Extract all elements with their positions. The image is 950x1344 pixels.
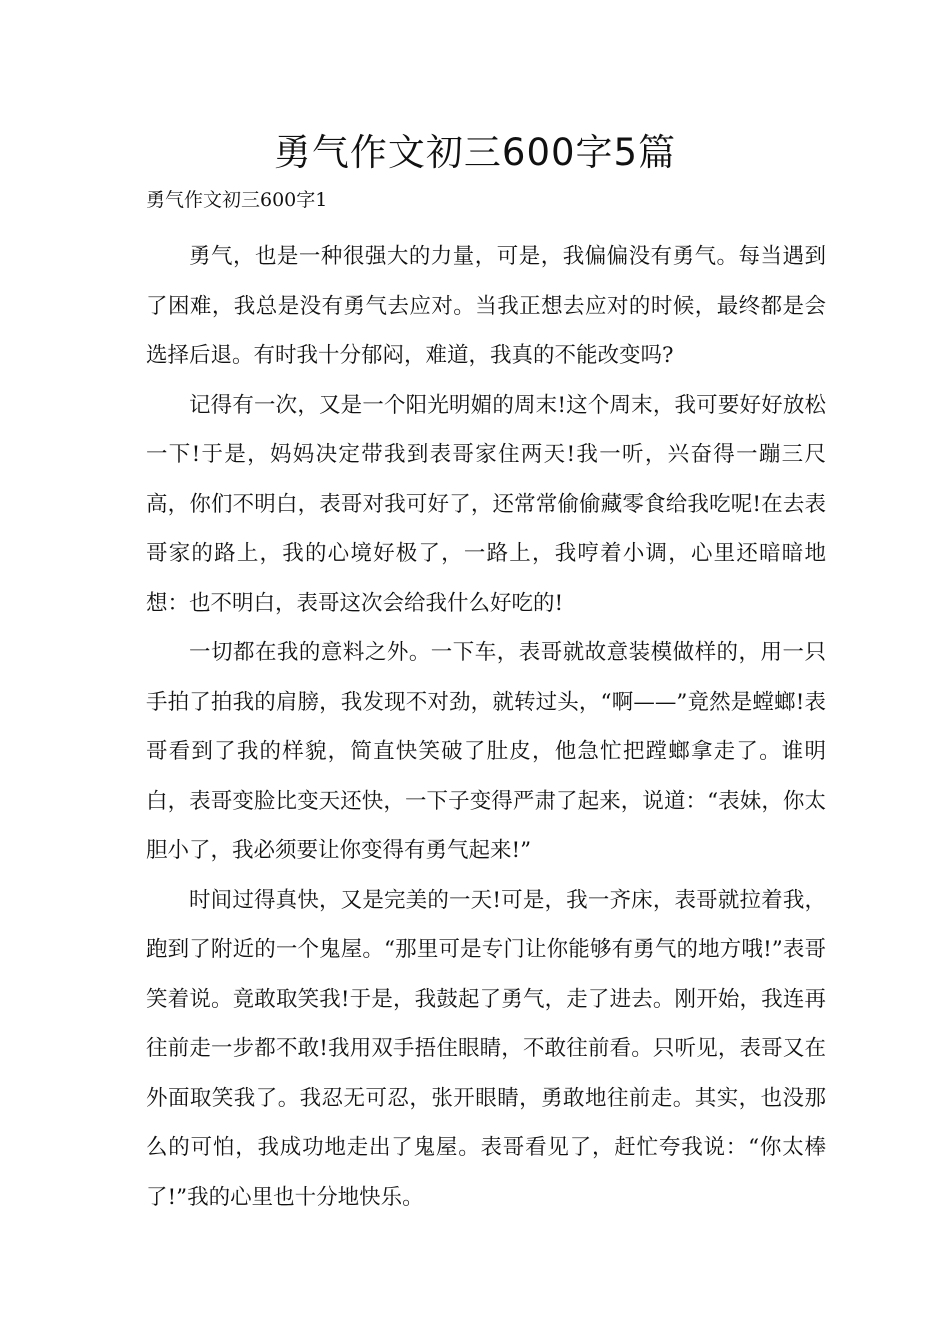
paragraph-2: 记得有一次，又是一个阳光明媚的周末!这个周末，我可要好好放松一下!于是，妈妈决定带我到表哥家住两天!我一听，兴奋得一蹦三尺高，你们不明白，表哥对我可好了，还常常偷偷藏零食给我吃呢!在去表哥家的路上，我的心境好极了，一路上，我哼着小调，心里还暗暗地想：也不明白，表哥这次会给我什么好吃的! xyxy=(146,392,826,616)
document-body xyxy=(146,232,826,1222)
section-heading: 勇气作文初三600字1 xyxy=(146,189,328,211)
document-title: 勇气作文初三600字5篇 xyxy=(273,131,677,174)
paragraph-1: 勇气，也是一种很强大的力量，可是，我偏偏没有勇气。每当遇到了困难，我总是没有勇气去应对。当我正想去应对的时候，最终都是会选择后退。有时我十分郁闷，难道，我真的不能改变吗? xyxy=(146,244,826,368)
paragraph-3: 一切都在我的意料之外。一下车，表哥就故意装模做样的，用一只手拍了拍我的肩膀，我发现不对劲，就转过头，“啊——”竟然是螳螂!表哥看到了我的样貌，简直快笑破了肚皮，他急忙把蹚螂拿走了。谁明白，表哥变脸比变天还快，一下子变得严肃了起来，说道：“表妹，你太胆小了，我必须要让你变得有勇气起来!” xyxy=(146,640,826,863)
paragraph-4: 时间过得真快，又是完美的一天!可是，我一齐床，表哥就拉着我，跑到了附近的一个鬼屋。“那里可是专门让你能够有勇气的地方哦!”表哥笑着说。竟敢取笑我!于是，我鼓起了勇气，走了进去。刚开始，我连再往前走一步都不敢!我用双手捂住眼睛，不敢往前看。只听见，表哥又在外面取笑我了。我忍无可忍，张开眼睛，勇敢地往前走。其实，也没那么的可怕，我成功地走出了鬼屋。表哥看见了，赶忙夸我说：“你太棒了!”我的心里也十分地快乐。 xyxy=(146,887,826,1210)
